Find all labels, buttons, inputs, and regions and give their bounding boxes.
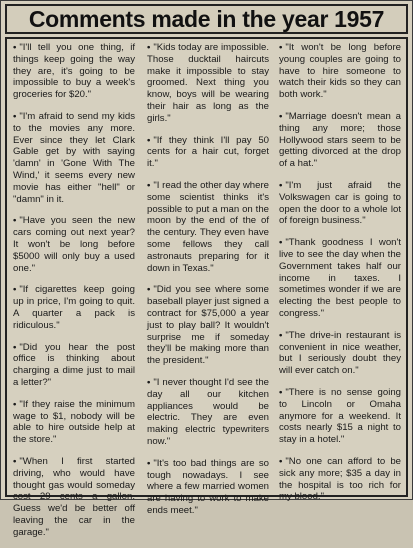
quote-item — [277, 456, 401, 503]
quote-item — [11, 284, 135, 331]
quote-text: "Have you seen the new cars coming out next year? It won't be long before $5000 will only buy a used one." — [13, 215, 135, 274]
quote-text: "I'm afraid to send my kids to the movies any more. Ever since they let Clark Gable get by with saying 'damn' in 'Gone With The Wind,' it seems every new movie has either "hell" or "damn" in it. — [13, 110, 135, 205]
quote-item — [277, 180, 401, 227]
quote-text: "It's too bad things are so tough nowadays. I see where a few married women are having to work to make ends meet." — [147, 457, 269, 516]
bullet-icon: • — [147, 376, 151, 388]
bullet-icon: • — [147, 457, 151, 469]
quote-text: "If cigarettes keep going up in price, I'm going to quit. A quarter a pack is ridiculous." — [13, 284, 135, 331]
bullet-icon: • — [279, 42, 283, 53]
quote-item — [277, 111, 401, 170]
quote-item — [145, 284, 269, 367]
quote-item — [277, 237, 401, 320]
column-1 — [11, 42, 135, 548]
quote-text: "It won't be long before young couples are going to have to hire someone to watch their kids so they can both work." — [279, 42, 401, 101]
quote-item — [145, 180, 269, 274]
bullet-icon: • — [13, 341, 17, 353]
quote-item — [11, 342, 135, 389]
bullet-icon: • — [147, 134, 151, 146]
quote-text: "If they raise the minimum wage to $1, nobody will be able to hire outside help at the store." — [13, 398, 135, 446]
quote-text: "I'll tell you one thing, if things keep going the way they are, it's going to be impossible to buy a week's groceries for $20." — [13, 42, 135, 101]
quote-item — [11, 456, 135, 539]
quote-item — [145, 377, 269, 448]
quote-text: "If they think I'll pay 50 cents for a hair cut, forget it." — [147, 134, 269, 170]
quote-text: "Kids today are impossible. Those ducktail haircuts make it impossible to stay groomed. Next thing you know, boys will be wearing their hair as long as the girls." — [147, 42, 269, 124]
quotes-frame — [5, 37, 408, 538]
bullet-icon: • — [147, 179, 151, 191]
bullet-icon: • — [279, 110, 283, 122]
quote-item — [11, 111, 135, 205]
quote-text: "There is no sense going to Lincoln or Omaha anymore for a weekend. It costs nearly $15 a night to stay in a hotel." — [279, 386, 401, 446]
bullet-icon: • — [13, 398, 17, 410]
quote-item — [145, 458, 269, 517]
bullet-icon: • — [13, 215, 17, 227]
quote-item — [11, 215, 135, 274]
quote-text: "Marriage doesn't mean a thing any more; those Hollywood stars seem to be getting divorced at the drop of a hat." — [279, 110, 401, 170]
quote-item — [145, 42, 269, 125]
column-3 — [277, 42, 401, 513]
quote-text: "Did you see where some baseball player just signed a contract for $75,000 a year just to play ball? It wouldn't surprise me if someday they'll be making more than the president." — [147, 284, 269, 367]
quote-text: "Thank goodness I won't live to see the day when the Government takes half our income in taxes. I sometimes wonder if we are electing the best people to congress." — [279, 237, 401, 319]
headline-box — [5, 4, 408, 34]
quote-item — [277, 42, 401, 101]
quote-text: "I read the other day where some scientist thinks it's possible to put a man on the moon by the end of the of the century. They even have some fellows they call astronauts preparing for it down in Texas." — [147, 179, 269, 274]
column-2 — [145, 42, 269, 527]
bullet-icon: • — [13, 42, 17, 53]
quote-item — [277, 330, 401, 377]
bullet-icon: • — [147, 42, 151, 53]
bullet-icon: • — [279, 179, 283, 191]
quote-text: "When I first started driving, who would have thought gas would someday cost 29 cents a gallon. Guess we'd be better off leaving the car in the garage." — [13, 455, 135, 538]
quote-text: "No one can afford to be sick any more; $35 a day in the hospital is too rich for my blood." — [279, 455, 401, 503]
bullet-icon: • — [13, 455, 17, 467]
bullet-icon: • — [13, 110, 17, 122]
quote-item — [11, 399, 135, 446]
bullet-icon: • — [147, 284, 151, 296]
bullet-icon: • — [279, 455, 283, 467]
bullet-icon: • — [279, 329, 283, 341]
bullet-icon: • — [279, 237, 283, 249]
quote-item — [145, 135, 269, 170]
quote-item — [11, 42, 135, 101]
bullet-icon: • — [279, 386, 283, 398]
quote-text: "The drive-in restaurant is convenient in nice weather, but I seriously doubt they will ever catch on." — [279, 329, 401, 377]
quote-text: "I never thought I'd see the day all our kitchen appliances would be electric. They are even making electric typewriters now." — [147, 376, 269, 447]
quote-text: "Did you hear the post office is thinking about charging a dime just to mail a letter?" — [13, 341, 135, 388]
headline: Comments made in the year 1957 — [28, 5, 385, 32]
bullet-icon: • — [13, 284, 17, 296]
quote-text: "I'm just afraid the Volkswagen car is going to open the door to a whole lot of foreign business." — [279, 179, 401, 227]
quote-item — [277, 387, 401, 446]
